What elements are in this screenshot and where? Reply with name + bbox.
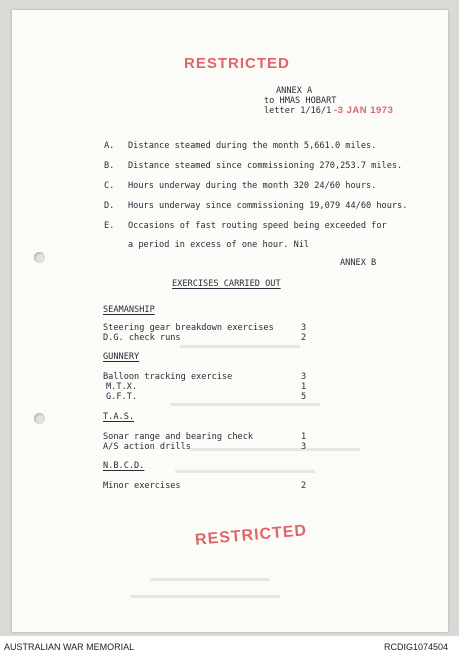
- exercise-label: Minor exercises: [103, 481, 181, 491]
- exercise-count: 3: [301, 442, 307, 452]
- exercises-title: EXERCISES CARRIED OUT: [172, 279, 281, 289]
- item-letter-b: B.: [104, 161, 115, 171]
- punch-hole-top: [34, 252, 45, 263]
- exercise-count: 3: [301, 323, 307, 333]
- annex-b-heading: ANNEX B: [340, 258, 377, 268]
- exercise-label: Balloon tracking exercise: [103, 372, 233, 382]
- item-text-a: Distance steamed during the month 5,661.0 miles.: [128, 141, 377, 151]
- item-letter-c: C.: [104, 181, 115, 191]
- item-letter-d: D.: [104, 201, 115, 211]
- exercise-count: 3: [301, 372, 307, 382]
- bleed-through-mark: [150, 578, 270, 581]
- exercise-label: Sonar range and bearing check: [103, 432, 254, 442]
- exercise-count: 2: [301, 481, 307, 491]
- exercise-count: 2: [301, 333, 307, 343]
- footer-record-id: RCDIG1074504: [384, 642, 449, 652]
- exercise-label: Steering gear breakdown exercises: [103, 323, 274, 333]
- punch-hole-bottom: [34, 413, 45, 424]
- bleed-through-mark: [190, 448, 360, 451]
- exercise-label: A/S action drills: [103, 442, 191, 452]
- exercise-count: 1: [301, 432, 307, 442]
- bleed-through-mark: [175, 470, 315, 473]
- item-letter-e: E.: [104, 221, 115, 231]
- item-text-e-continuation: a period in excess of one hour. Nil: [128, 240, 310, 250]
- bleed-through-mark: [180, 345, 300, 348]
- exercise-count: 5: [301, 392, 307, 402]
- bleed-through-mark: [170, 403, 320, 406]
- item-text-d: Hours underway since commissioning 19,079 44/60 hours.: [128, 201, 408, 211]
- exercise-count: 1: [301, 382, 307, 392]
- exercise-label: M.T.X.: [106, 382, 138, 392]
- annex-a-heading: ANNEX A: [276, 86, 313, 96]
- item-text-c: Hours underway during the month 320 24/60 hours.: [128, 181, 377, 191]
- date-stamp: -3 JAN 1973: [334, 105, 394, 116]
- item-text-b: Distance steamed since commissioning 270,253.7 miles.: [128, 161, 403, 171]
- section-title-tas: T.A.S.: [103, 412, 135, 422]
- section-title-seamanship: SEAMANSHIP: [103, 305, 155, 315]
- footer-institution: AUSTRALIAN WAR MEMORIAL: [4, 642, 135, 652]
- restricted-stamp-top: RESTRICTED: [184, 55, 290, 72]
- section-title-gunnery: GUNNERY: [103, 352, 140, 362]
- exercise-label: G.F.T.: [106, 392, 138, 402]
- restricted-stamp-bottom: RESTRICTED: [194, 522, 308, 549]
- addressee: to HMAS HOBART: [264, 96, 337, 106]
- item-letter-a: A.: [104, 141, 115, 151]
- item-text-e: Occasions of fast routing speed being exceeded for: [128, 221, 387, 231]
- bleed-through-mark: [130, 595, 280, 598]
- section-title-nbcd: N.B.C.D.: [103, 461, 145, 471]
- exercise-label: D.G. check runs: [103, 333, 181, 343]
- letter-reference: letter 1/16/1: [264, 106, 332, 116]
